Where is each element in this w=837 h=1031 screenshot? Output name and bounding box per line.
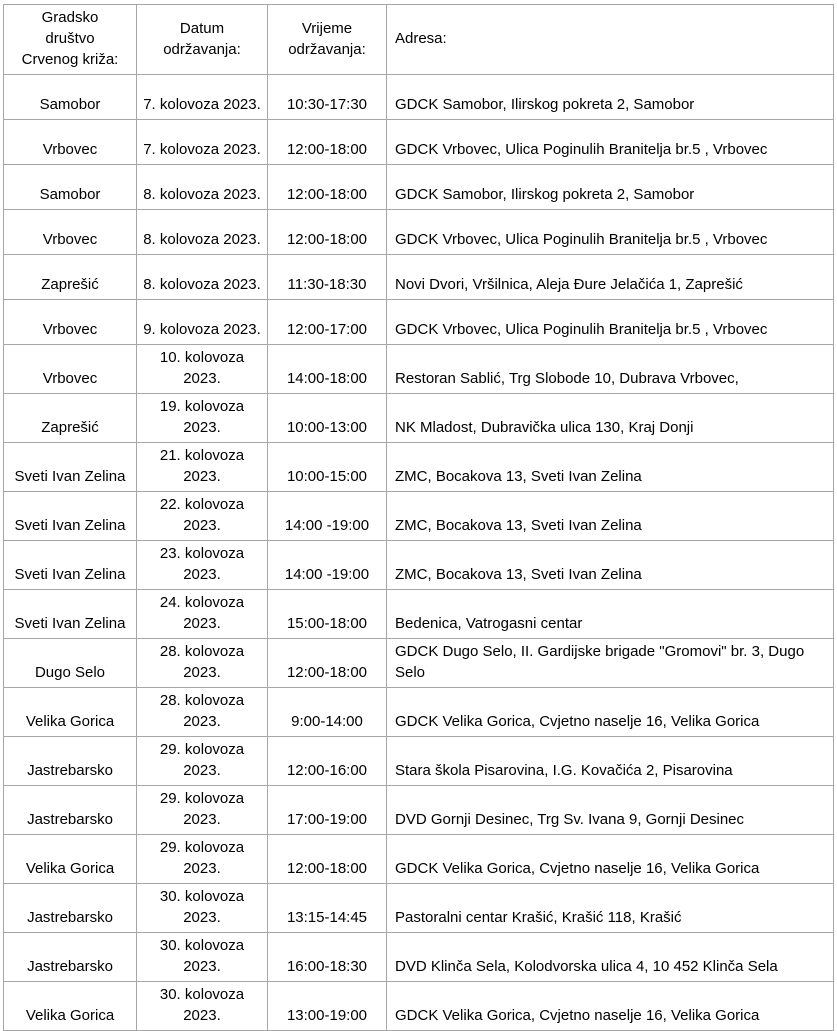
cell-city: Sveti Ivan Zelina xyxy=(4,541,137,590)
cell-address: Bedenica, Vatrogasni centar xyxy=(387,590,834,639)
table-row xyxy=(4,300,834,345)
cell-date: 23. kolovoza 2023. xyxy=(137,541,268,590)
cell-time: 9:00-14:00 xyxy=(268,688,387,737)
header-date xyxy=(137,5,268,75)
cell-date: 19. kolovoza 2023. xyxy=(137,394,268,443)
cell-time: 13:15-14:45 xyxy=(268,884,387,933)
cell-address: GDCK Velika Gorica, Cvjetno naselje 16, Velika Gorica xyxy=(387,688,834,737)
cell-date: 22. kolovoza 2023. xyxy=(137,492,268,541)
cell-time: 14:00-18:00 xyxy=(268,345,387,394)
cell-address: Restoran Sablić, Trg Slobode 10, Dubrava Vrbovec, xyxy=(387,345,834,394)
cell-date: 28. kolovoza 2023. xyxy=(137,688,268,737)
table-row xyxy=(4,345,834,394)
table-row xyxy=(4,75,834,120)
cell-time: 12:00-18:00 xyxy=(268,639,387,688)
table-row xyxy=(4,541,834,590)
cell-address: ZMC, Bocakova 13, Sveti Ivan Zelina xyxy=(387,492,834,541)
cell-city: Velika Gorica xyxy=(4,982,137,1031)
cell-date: 29. kolovoza 2023. xyxy=(137,737,268,786)
cell-time: 11:30-18:30 xyxy=(268,255,387,300)
cell-address: ZMC, Bocakova 13, Sveti Ivan Zelina xyxy=(387,443,834,492)
cell-time: 10:00-15:00 xyxy=(268,443,387,492)
cell-address: GDCK Samobor, Ilirskog pokreta 2, Samobor xyxy=(387,75,834,120)
cell-time: 12:00-18:00 xyxy=(268,120,387,165)
cell-address: Novi Dvori, Vršilnica, Aleja Đure Jelačića 1, Zaprešić xyxy=(387,255,834,300)
cell-address: DVD Gornji Desinec, Trg Sv. Ivana 9, Gornji Desinec xyxy=(387,786,834,835)
cell-address: GDCK Dugo Selo, II. Gardijske brigade "Gromovi" br. 3, Dugo Selo xyxy=(387,639,834,688)
table-row xyxy=(4,120,834,165)
cell-date: 7. kolovoza 2023. xyxy=(137,120,268,165)
cell-date: 29. kolovoza 2023. xyxy=(137,835,268,884)
cell-address: Stara škola Pisarovina, I.G. Kovačića 2, Pisarovina xyxy=(387,737,834,786)
header-city-label: Gradsko društvo Crvenog križa: xyxy=(21,9,119,68)
blood-donation-schedule-table xyxy=(3,4,834,1031)
cell-date: 10. kolovoza 2023. xyxy=(137,345,268,394)
header-address xyxy=(387,5,834,75)
table-row xyxy=(4,210,834,255)
table-row xyxy=(4,255,834,300)
header-time xyxy=(268,5,387,75)
cell-city: Jastrebarsko xyxy=(4,737,137,786)
header-time-label: Vrijeme održavanja: xyxy=(288,19,366,58)
cell-time: 12:00-16:00 xyxy=(268,737,387,786)
table-row xyxy=(4,590,834,639)
cell-time: 13:00-19:00 xyxy=(268,982,387,1031)
table-row xyxy=(4,165,834,210)
table-row xyxy=(4,394,834,443)
cell-time: 12:00-18:00 xyxy=(268,835,387,884)
header-row xyxy=(4,5,834,75)
cell-address: GDCK Vrbovec, Ulica Poginulih Branitelja br.5 , Vrbovec xyxy=(387,300,834,345)
cell-time: 15:00-18:00 xyxy=(268,590,387,639)
cell-date: 30. kolovoza 2023. xyxy=(137,982,268,1031)
cell-city: Zaprešić xyxy=(4,394,137,443)
table-row xyxy=(4,933,834,982)
cell-address: GDCK Vrbovec, Ulica Poginulih Branitelja br.5 , Vrbovec xyxy=(387,120,834,165)
cell-date: 29. kolovoza 2023. xyxy=(137,786,268,835)
cell-time: 14:00 -19:00 xyxy=(268,541,387,590)
table-row xyxy=(4,884,834,933)
cell-time: 10:30-17:30 xyxy=(268,75,387,120)
table-row xyxy=(4,688,834,737)
cell-city: Dugo Selo xyxy=(4,639,137,688)
cell-date: 30. kolovoza 2023. xyxy=(137,933,268,982)
cell-time: 17:00-19:00 xyxy=(268,786,387,835)
table-row xyxy=(4,639,834,688)
cell-time: 12:00-18:00 xyxy=(268,210,387,255)
cell-address: Pastoralni centar Krašić, Krašić 118, Krašić xyxy=(387,884,834,933)
header-city xyxy=(4,5,137,75)
cell-time: 12:00-18:00 xyxy=(268,165,387,210)
cell-date: 28. kolovoza 2023. xyxy=(137,639,268,688)
cell-address: ZMC, Bocakova 13, Sveti Ivan Zelina xyxy=(387,541,834,590)
cell-city: Jastrebarsko xyxy=(4,884,137,933)
cell-time: 12:00-17:00 xyxy=(268,300,387,345)
table-row xyxy=(4,492,834,541)
cell-city: Samobor xyxy=(4,165,137,210)
cell-address: GDCK Velika Gorica, Cvjetno naselje 16, Velika Gorica xyxy=(387,982,834,1031)
cell-date: 7. kolovoza 2023. xyxy=(137,75,268,120)
cell-city: Sveti Ivan Zelina xyxy=(4,590,137,639)
table-body xyxy=(4,75,834,1031)
cell-address: GDCK Samobor, Ilirskog pokreta 2, Samobor xyxy=(387,165,834,210)
cell-city: Vrbovec xyxy=(4,120,137,165)
cell-address: DVD Klinča Sela, Kolodvorska ulica 4, 10 452 Klinča Sela xyxy=(387,933,834,982)
cell-city: Vrbovec xyxy=(4,345,137,394)
table-header xyxy=(4,5,834,75)
cell-date: 8. kolovoza 2023. xyxy=(137,210,268,255)
cell-city: Sveti Ivan Zelina xyxy=(4,443,137,492)
cell-city: Zaprešić xyxy=(4,255,137,300)
cell-city: Jastrebarsko xyxy=(4,786,137,835)
header-address-label: Adresa: xyxy=(395,30,447,47)
cell-address: GDCK Velika Gorica, Cvjetno naselje 16, Velika Gorica xyxy=(387,835,834,884)
cell-city: Jastrebarsko xyxy=(4,933,137,982)
cell-city: Sveti Ivan Zelina xyxy=(4,492,137,541)
cell-date: 21. kolovoza 2023. xyxy=(137,443,268,492)
cell-date: 8. kolovoza 2023. xyxy=(137,165,268,210)
cell-city: Vrbovec xyxy=(4,210,137,255)
cell-date: 24. kolovoza 2023. xyxy=(137,590,268,639)
cell-city: Vrbovec xyxy=(4,300,137,345)
cell-date: 9. kolovoza 2023. xyxy=(137,300,268,345)
cell-city: Samobor xyxy=(4,75,137,120)
cell-time: 10:00-13:00 xyxy=(268,394,387,443)
table-row xyxy=(4,443,834,492)
table-row xyxy=(4,835,834,884)
table-row xyxy=(4,737,834,786)
cell-date: 8. kolovoza 2023. xyxy=(137,255,268,300)
cell-time: 14:00 -19:00 xyxy=(268,492,387,541)
header-date-label: Datum održavanja: xyxy=(163,19,241,58)
cell-date: 30. kolovoza 2023. xyxy=(137,884,268,933)
cell-address: GDCK Vrbovec, Ulica Poginulih Branitelja br.5 , Vrbovec xyxy=(387,210,834,255)
cell-city: Velika Gorica xyxy=(4,688,137,737)
cell-time: 16:00-18:30 xyxy=(268,933,387,982)
table-row xyxy=(4,786,834,835)
cell-address: NK Mladost, Dubravička ulica 130, Kraj Donji xyxy=(387,394,834,443)
cell-city: Velika Gorica xyxy=(4,835,137,884)
